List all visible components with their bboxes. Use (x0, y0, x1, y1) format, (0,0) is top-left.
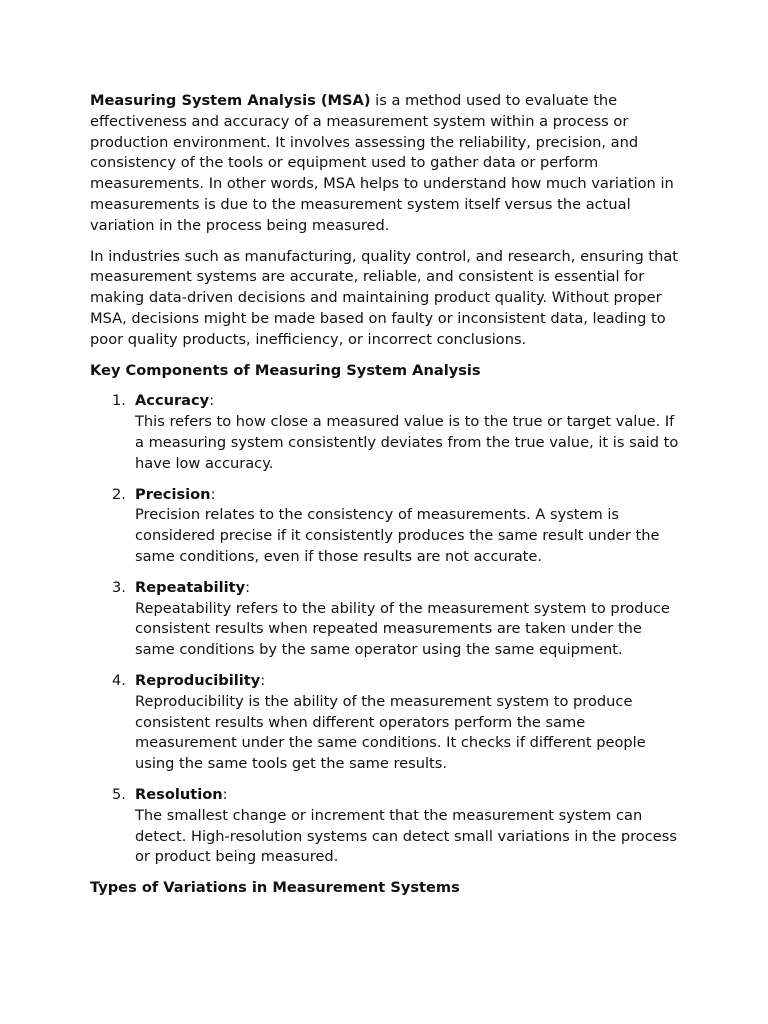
list-item: 2. Precision: Precision relates to the consistency of measurements. A system is considered precise if it consistently produces the same result under the same conditions, even if those results are not accurate. (90, 485, 686, 568)
intro-text: is a method used to evaluate the effectiveness and accuracy of a measurement system within a process or production environment. It involves assessing the reliability, precision, and consistency of the tools or equipment used to gather data or perform measurements. In other words, MSA helps to understand how much variation in measurements is due to the measurement system itself versus the actual variation in the process being measured. (90, 92, 674, 234)
list-item: 3. Repeatability: Repeatability refers to the ability of the measurement system to produce consistent results when repeated measurements are taken under the same conditions by the same operator using the same equipment. (90, 578, 686, 661)
list-item: 4. Reproducibility: Reproducibility is the ability of the measurement system to produce consistent results when different operators perform the same measurement under the same conditions. It checks if different people using the same tools get the same results. (90, 671, 686, 775)
list-item-description: This refers to how close a measured value is to the true or target value. If a measuring system consistently deviates from the true value, it is said to have low accuracy. (135, 413, 679, 472)
list-item-term: Precision (135, 485, 211, 503)
list-item-description: The smallest change or increment that the measurement system can detect. High-resolution systems can detect small variations in the process or product being measured. (135, 806, 677, 866)
list-item-term: Reproducibility (135, 671, 261, 689)
list-item-number: 3. (112, 578, 126, 596)
components-list (90, 391, 686, 868)
list-item-term: Accuracy (135, 392, 210, 410)
list-item-description: Repeatability refers to the ability of the measurement system to produce consistent results when repeated measurements are taken under the same conditions by the same operator using the same equipment. (135, 599, 670, 659)
context-paragraph: In industries such as manufacturing, quality control, and research, ensuring that measurement systems are accurate, reliable, and consistent is essential for making data-driven decisions and maintaining product quality. Without proper MSA, decisions might be made based on faulty or inconsistent data, leading to poor quality products, inefficiency, or incorrect conclusions. (90, 247, 678, 348)
intro-term: Measuring System Analysis (MSA) (90, 92, 371, 109)
section-heading-variations: Types of Variations in Measurement Systems (90, 879, 460, 897)
list-item-term: Resolution (135, 785, 223, 803)
list-item: 1. Accuracy: This refers to how close a measured value is to the true or target value. If a measuring system consistently deviates from the true value, it is said to have low accuracy. (90, 391, 686, 474)
list-item-number: 5. (112, 785, 126, 803)
list-item-term: Repeatability (135, 578, 246, 596)
list-item: 5. Resolution: The smallest change or increment that the measurement system can detect. High-resolution systems can detect small variations in the process or product being measured. (90, 785, 686, 868)
section-heading-key-components: Key Components of Measuring System Analysis (90, 361, 481, 379)
intro-paragraph (90, 91, 686, 237)
document-page (90, 91, 686, 909)
list-item-description: Reproducibility is the ability of the measurement system to produce consistent results when different operators perform the same measurement under the same conditions. It checks if different people using the same tools get the same results. (135, 692, 646, 773)
list-item-number: 4. (112, 671, 126, 689)
list-item-description: Precision relates to the consistency of measurements. A system is considered precise if it consistently produces the same result under the same conditions, even if those results are not accurate. (135, 506, 660, 565)
list-item-number: 1. (112, 392, 126, 410)
list-item-number: 2. (112, 485, 126, 503)
